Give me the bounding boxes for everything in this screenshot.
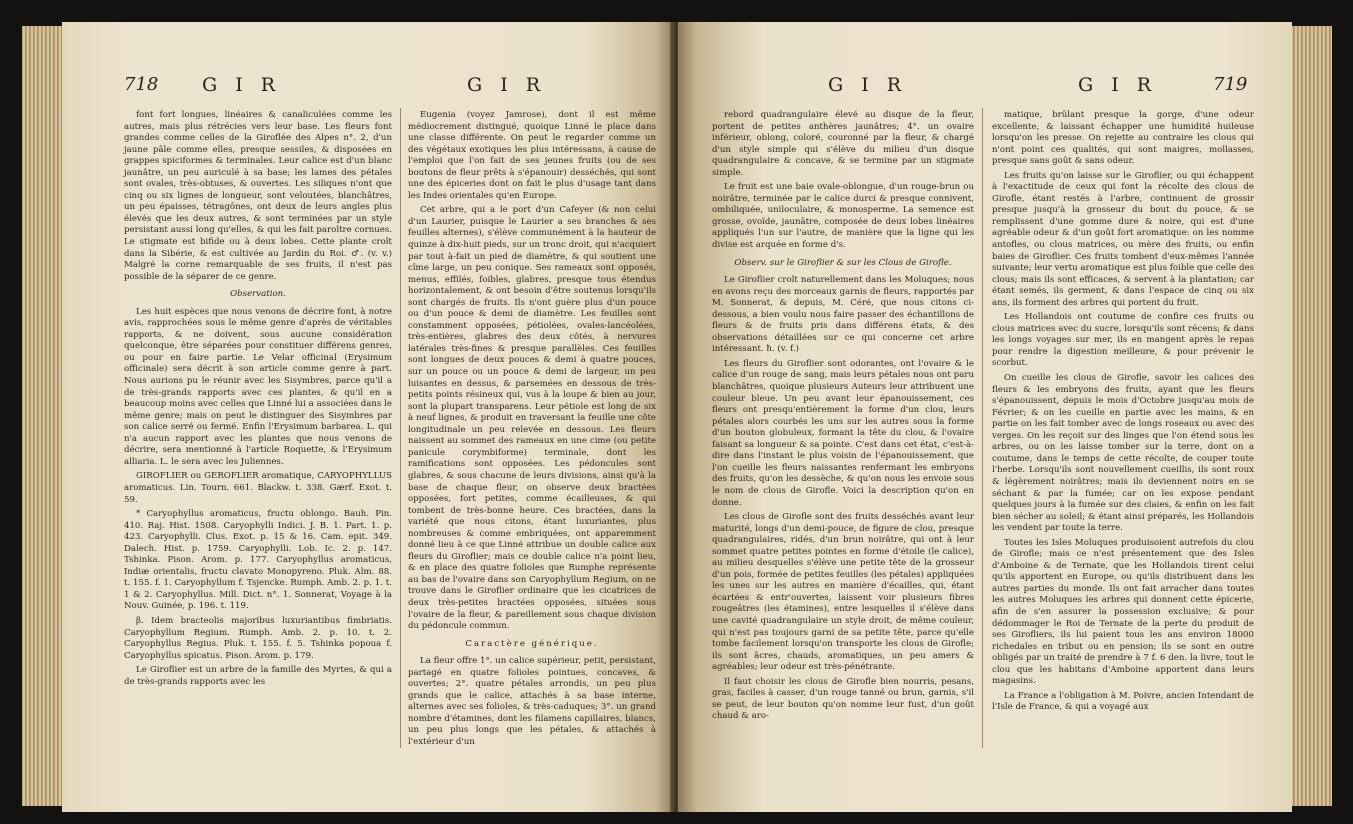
page-number: 718: [124, 74, 159, 95]
text-column-left: [712, 110, 974, 726]
paragraph: β. Idem bracteolis majoribus luxuriantibus fimbriatis. Caryophyllum Regium. Rumph. Amb. 2. p. 10. t. 2. Caryophyllus Regius. Pluk. t. 155. f. 5. Tshinka popoua f. Caryophyllus spicatus. Pison. Arom. p. 179.: [124, 615, 392, 661]
paragraph: Les fruits qu'on laisse sur le Giroflier, ou qui échappent à l'exactitude de ceux qui font la récolte des clous de Girofle, étant restés à l'arbre, continuent de grossir presque jusqu'à la grosseur du bout du pouce, & se remplissent d'une gomme dure & noire, qui est d'une agréable odeur & d'un goût fort aromatique: on les nomme antofles, ou clous matrices, ou mère des fruits, ou enfin baies de Giroflier. Ces fruits tombent d'eux-mêmes l'année suivante; leur vertu aromatique est plus foible que celle des clous; mais ils sont efficaces, & servent à la plantation; car étant semés, ils germent, & dans l'espace de cinq ou six ans, ils forment des arbres qui portent du fruit.: [992, 170, 1254, 308]
paragraph: Les Hollandois ont coutume de confire ces fruits ou clous matrices avec du sucre, lorsqu'ils sont récens; & dans les longs voyages sur mer, ils en mangent après le repas pour rendre la digestion meilleure, & pour prévenir le scorbut.: [992, 312, 1254, 369]
paragraph: Les fleurs du Giroflier sont odorantes, ont l'ovaire & le calice d'un rouge de sang, mais leurs pétales nous ont paru blanchâtres, quoique plusieurs Auteurs leur attribuent une couleur bleue. Un peu avant leur épanouissement, ces fleurs ont presqu'entièrement la forme d'un clou, leurs pétales alors courbés les uns sur les autres sous la forme d'un bouton globuleux, formant la tête du clou, & l'ovaire faisant sa longueur & sa pointe. C'est dans cet état, c'est-à-dire dans l'instant le plus voisin de l'épanouissement, que l'on cueille les fleurs naissantes renfermant les embryons des fruits, qu'on les dessèche, & qu'on nous les envoie sous le nom de clous de Girofle. Voici la description qu'on en donne.: [712, 358, 974, 508]
section-heading: Observ. sur le Giroflier & sur les Clous de Girofle.: [734, 257, 952, 268]
paragraph: Cet arbre, qui a le port d'un Cafeyer (& non celui d'un Laurier, puisque le Laurier a ses branches & ses feuilles alternes), s'élève communément à la hauteur de quinze à dix-huit pieds, sur un tronc droit, qui n'acquiert par tout à-fait un pied de diamètre, & qui soutient une cîme large, un peu conique. Ses rameaux sont opposés, menus, effilés, foibles, glabres, presque tous étendus horizontalement, & ont besoin d'être soutenus lorsqu'ils sont chargés de fruits. Ils n'ont guère plus d'un pouce ou d'un pouce & demi de diamètre. Les feuilles sont constamment opposées, pétiolées, ovales-lancéolées, très-entières, glabres des deux côtés, à nervures latérales très-fines & presque parallèles. Ces feuilles sont longues de deux pouces & demi à quatre pouces, sur un pouce ou un pouce & demi de largeur, un peu luisantes en dessus, & parsemées en dessous de très-petits points résineux qui, vus à la loupe & bien au jour, sont la plupart transparens. Leur pétiole est long de six à neuf lignes, & produit en traversant la feuille une côte longitudinale un peu relevée en dessous. Les fleurs naissent au sommet des rameaux en une cime (ou petite panicule corymbiforme) terminale, dont les ramifications sont opposées. Les pédoncules sont glabres, & sous chacune de leurs divisions, ainsi qu'à la base de chaque fleur, on observe deux bractées opposées, fort petites, comme écailleuses, & qui tombent de très-bonne heure. Ces bractées, dans la variété que nous citons, étant luxuriantes, plus nombreuses & comme embriquées, ont apparemment donné lieu à ce que Linné attribue un double calice aux fleurs du Giroflier; mais ce double calice n'a point lieu, & en place des quatre folioles que Rumphe représente au bas de l'ovaire dans son Caryophyllum Regium, on ne trouve dans le Giroflier ordinaire que les cicatrices de deux très-petites bractées opposées, situées sous l'ovaire de la fleur, & pareillement sous chaque division du pédoncule commun.: [408, 205, 656, 632]
paragraph: rebord quadrangulaire élevé au disque de la fleur, portent de petites anthères jaunâtres; 4°. un ovaire inférieur, oblong, coloré, couronné par la fleur, & chargé d'un style simple qui s'élève du milieu d'un disque quadrangulaire & concave, & se termine par un stigmate simple.: [712, 110, 974, 178]
section-heading: Caractère générique.: [465, 638, 599, 649]
running-head: G I R: [467, 74, 547, 96]
paragraph: Le fruit est une baie ovale-oblongue, d'un rouge-brun ou noirâtre, terminée par le calice durci & presque connivent, ombiliquée, uniloculaire, & monosperme. La semence est grosse, ovoïde, jaunâtre, composée de deux lobes linéaires appliqués l'un sur l'autre, de manière que la ligne qui les divise est arquée en forme d's.: [712, 182, 974, 251]
paragraph: On cueille les clous de Girofle, savoir les calices des fleurs & les embryons des fruits, ayant que les fleurs s'épanouissent, depuis le mois d'Octobre jusqu'au mois de Février; & on les cueille en partie avec les mains, & en partie on les fait tomber avec de longs roseaux ou avec des verges. On les reçoit sur des linges que l'on étend sous les arbres, ou on les laisse tomber sur la terre, dont on a coutume, dans le temps de cette récolte, de couper toute l'herbe. Lorsqu'ils sont nouvellement cueillis, ils sont roux & légèrement noirâtres; mais ils deviennent noirs en se séchant & par la fumée; car on les expose pendant quelques jours à la fumée sur des claies, & enfin on les fait bien sécher au soleil; & étant ainsi préparés, les Hollandois les vendent par toute la terre.: [992, 373, 1254, 534]
running-head: G I R: [202, 74, 282, 96]
paragraph: Les clous de Girofle sont des fruits desséchés avant leur maturité, longs d'un demi-pouce, de figure de clou, presque quadrangulaires, ridés, d'un brun noirâtre, qui ont à leur sommet quatre petites pointes en forme d'étoile (le calice), au milieu desquelles s'élève une petite tête de la grosseur d'un pois, formée de petites feuilles (les pétales) appliquées les unes sur les autres en manière d'écailles, qui, étant écartées & entr'ouvertes, laissent voir plusieurs fibres rougeâtres (les étamines), entre lesquelles il s'élève dans une cavité quadrangulaire un style droit, de même couleur, qui n'est pas toujours garni de sa petite tête, parce qu'elle tombe facilement lorsqu'on transporte les clous de Girofle; ils sont âcres, chauds, aromatiques, un peu amers & agréables; leur odeur est très-pénétrante.: [712, 512, 974, 673]
page-number: 719: [1213, 74, 1248, 95]
column-rule: [982, 108, 983, 748]
right-page: [678, 22, 1292, 812]
text-column-right: [992, 110, 1254, 717]
left-page: [62, 22, 674, 812]
text-column-right: [408, 110, 656, 752]
paragraph: La France a l'obligation à M. Poivre, ancien Intendant de l'Isle de France, & qui a voyagé aux: [992, 690, 1254, 713]
paragraph: Les huit espèces que nous venons de décrire font, à notre avis, rapprochées sous le même genre d'après de véritables rapports, & ne doivent, sous aucune considération quelconque, être séparées pour constituer différens genres, ou pour en faire partie. Le Velar officinal (Erysimum officinale) sera décrit à son article comme genre à part. Nous aurions pu le réunir avec les Sisymbres, parce qu'il a de très-grands rapports avec ces plantes, & qu'il en a beaucoup moins avec celles que Linné lui a associées dans le même genre; mais on peut le distinguer des Sisymbres par son calice serré ou fermé. Enfin l'Erysimum barbarea. L. qui n'a aucun rapport avec les plantes que nous venons de décrire, sera mentionné à l'article Roquette, & l'Erysimum alliaria. L. le sera avec les Juliennes.: [124, 306, 392, 467]
paragraph: * Caryophyllus aromaticus, fructu oblongo. Bauh. Pin. 410. Raj. Hist. 1508. Caryophylli Indici. J. B. 1. Part. 1. p. 423. Caryophylli. Clus. Exot. p. 15 & 16. Cam. epit. 349. Dalech. Hist. p. 1759. Caryophylli. Lob. Ic. 2. p. 147. Tshinka. Pison. Arom. p. 177. Caryophyllus aromaticus, Indiæ orientalis, fructu clavato Monopyreno. Pluk. Alm. 88. t. 155. f. 1. Caryophyllum f. Tsjencke. Rumph. Amb. 2. p. 1. t. 1 & 2. Caryophyllus. Mill. Dict. n°. 1. Sonnerat, Voyage à la Nouv. Guinée, p. 196. t. 119.: [124, 509, 392, 612]
running-head: G I R: [828, 74, 908, 96]
text-column-left: [124, 110, 392, 691]
paragraph: font fort longues, linéaires & canaliculées comme les autres, mais plus rétrécies vers leur base. Les fleurs font grandes comme celles de la Giroflée des Alpes n°. 2, d'un jaune pâle comme elles, presque sessiles, & disposées en grappes spiciformes & terminales. Leur calice est d'un blanc jaunâtre, un peu auriculé à sa base; les lames des pétales sont ovales, très-obtuses, & ouvertes. Les siliques n'ont que cinq ou six lignes de longueur, sont veloutées, blanchâtres, un peu épaisses, tétragônes, ont deux de leurs angles plus élevés que les deux autres, & sont terminées par un style persistant aussi long qu'elles, & qui les fait paroître cornues. Le stigmate est bifide ou à deux lobes. Cette plante croît dans la Sibérie, & est cultivée au Jardin du Roi. ♂. (v. v.) Malgré la corne remarquable de ses fruits, il n'est pas possible de la séparer de ce genre.: [124, 110, 392, 282]
page-edge-left: [22, 26, 64, 806]
column-rule: [400, 108, 401, 748]
running-head: G I R: [1078, 74, 1158, 96]
paragraph: GIROFLIER ou GEROFLIER aromatique, CARYOPHYLLUS aromaticus. Lin. Tourn. 661. Blackw. t. 338. Gærf. Exot. t. 59.: [124, 471, 392, 505]
section-heading: Observation.: [230, 289, 286, 300]
open-book: [22, 16, 1332, 816]
paragraph: matique, brûlant presque la gorge, d'une odeur excellente, & laissant échapper une humidité huileuse lorsqu'on les presse. On rejette au contraire les clous qui n'ont point ces qualités, qui sont maigres, mollasses, presque sans goût & sans odeur.: [992, 110, 1254, 167]
paragraph: Toutes les Isles Moluques produisoient autrefois du clou de Girofle; mais ce n'est présentement que des Isles d'Amboine & de Ternate, que les Hollandois tirent celui qu'ils apportent en Europe, ou qu'ils distribuent dans les autres parties du monde. Ils ont fait arracher dans toutes les autres Moluques les arbres qui donnent cette épicerie, afin de s'en assurer la possession exclusive; & pour dédommager le Roi de Ternate de la perte du produit de ses Girofliers, ils lui paient tous les ans environ 18000 richedales en tribut ou en pension; ils se sont en outre obligés par un traité de prendre à 7 f. 6 den. la livre, tout le clou que les habitans d'Amboine apportent dans leurs magasins.: [992, 537, 1254, 687]
paragraph: La fleur offre 1°. un calice supérieur, petit, persistant, partagé en quatre folioles pointues, concaves, & ouvertes; 2°. quatre pétales arrondis, un peu plus grands que le calice, attachés à sa base interne, alternes avec ses folioles, & très-caduques; 3°. un grand nombre d'étamines, dont les filamens capillaires, blancs, un peu plus longs que les pétales, & attachés à l'extérieur d'un: [408, 656, 656, 747]
paragraph: Eugenia (voyez Jamrose), dont il est même médiocrement distingué, quoique Linné le place dans une classe différente. On peut le regarder comme un des végétaux exotiques les plus intéressans, à cause de l'emploi que l'on fait de ses jeunes fruits (ou de ses boutons de fleur prêts à s'épanouir) desséchés, qui sont une des épiceries dont on fait le plus d'usage tant dans les Indes orientales qu'en Europe.: [408, 110, 656, 201]
page-edge-right: [1290, 26, 1332, 806]
paragraph: Le Giroflier est un arbre de la famille des Myrtes, & qui a de très-grands rapports avec les: [124, 665, 392, 687]
paragraph: Il faut choisir les clous de Girofle bien nourris, pesans, gras, faciles à casser, d'un rouge tanné ou brun, garnis, s'il se peut, de leur bouton qu'on nomme leur fust, d'un goût chaud & aro-: [712, 676, 974, 722]
paragraph: Le Giroflier croît naturellement dans les Moluques; nous en avons reçu des morceaux garnis de fleurs, rapportés par M. Sonnerat, & depuis, M. Céré, que nous citons ci-dessous, a bien voulu nous faire passer des échantillons de fleurs & de fruits pris dans différens états, & des observations détaillées sur ce qui concerne cet arbre intéressant. ħ. (v. f.): [712, 275, 974, 355]
